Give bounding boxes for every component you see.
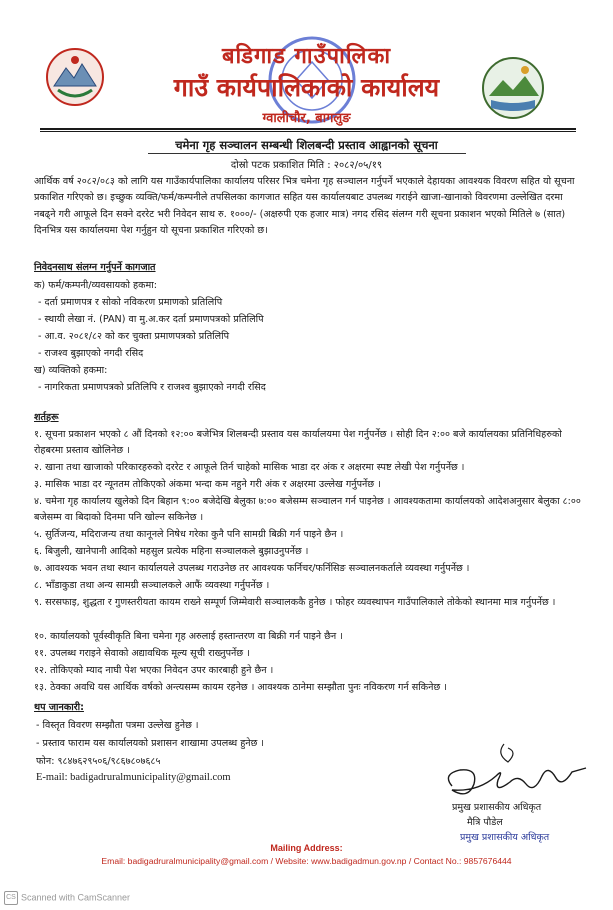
- condition-item: १२. तोकिएको म्याद नाघी पेश भएका निवेदन उपर कारबाही हुने छैन ।: [34, 665, 274, 676]
- condition-item: ५. सुर्तिजन्य, मदिराजन्य तथा कानूनले निषेध गरेका कुनै पनि सामग्री बिक्री गर्न पाइने छैन ।: [34, 529, 344, 540]
- condition-item: ३. मासिक भाडा दर न्यूनतम तोकिएको अंकमा भन्दा कम नहुने गरी अंक र अक्षरमा उल्लेख गर्नुपर्नेछ ।: [34, 479, 381, 490]
- camscanner-text: Scanned with CamScanner: [21, 892, 131, 903]
- header-org-name: बडिगाड गाउँपालिका: [221, 44, 392, 69]
- condition-item: ७. आवश्यक भवन तथा स्थान कार्यालयले उपलब्ध गराउनेछ तर आवश्यक फर्निचर/फर्निसिङ सञ्चालनकर्ताले व्यवस्था गर्नुपर्नेछ ।: [34, 563, 470, 574]
- condition-item: २. खाना तथा खाजाको परिकारहरुको दररेट र आफूले तिर्न चाहेको मासिक भाडा दर अंक र अक्षरमा स्पष्ट लेखी पेश गर्नुपर्नेछ ।: [34, 462, 465, 473]
- extra-info-heading: थप जानकारी:: [34, 702, 84, 713]
- header-divider: [40, 128, 576, 130]
- documents-firm-label: क) फर्म/कम्पनी/व्यवसायको हकमा:: [34, 280, 157, 291]
- publication-date: दोस्रो पटक प्रकाशित मिति : २०८२/०५/१९: [230, 160, 383, 171]
- notice-title: चमेना गृह सञ्चालन सम्बन्धी शिलबन्दी प्रस्ताव आह्वानको सूचना: [175, 138, 438, 152]
- contact-phone: फोन: ९८४७६२९५०६/९८६७८०७६८५: [36, 756, 161, 767]
- documents-firm-item: - आ.व. २०८१/८२ को कर चुक्ता प्रमाणपत्रको प्रतिलिपि: [38, 331, 230, 342]
- documents-firm-item: - राजश्व बुझाएको नगदी रसिद: [38, 348, 144, 359]
- header-location: ग्वालीचौर, बागलुङ: [262, 111, 351, 126]
- condition-item: १३. ठेक्का अवधि यस आर्थिक वर्षको अन्त्यसम्म कायम रहनेछ । आवश्यक ठानेमा सम्झौता पुनः नविकरण गर्न सकिनेछ ।: [34, 682, 447, 693]
- extra-info-item: - प्रस्ताव फाराम यस कार्यालयको प्रशासन शाखामा उपलब्ध हुनेछ ।: [36, 738, 265, 749]
- condition-item: १०. कार्यालयको पूर्वस्वीकृति बिना चमेना गृह अरुलाई हस्तान्तरण वा बिक्री गर्न पाइने छैन ।: [34, 631, 343, 642]
- contact-email: E-mail: badigadruralmunicipality@gmail.com: [36, 772, 231, 783]
- extra-info-item: - विस्तृत विवरण सम्झौता पत्रमा उल्लेख हुनेछ ।: [36, 720, 199, 731]
- mailing-title: Mailing Address:: [270, 843, 343, 853]
- documents-firm-item: - स्थायी लेखा नं. (PAN) वा मु.अ.कर दर्ता प्रमाणपत्रको प्रतिलिपि: [38, 314, 264, 325]
- condition-item: ११. उपलब्ध गराइने सेवाको अद्यावधिक मूल्य सूची राख्नुपर्नेछ ।: [34, 648, 250, 659]
- camscanner-watermark: [4, 891, 130, 905]
- condition-item: १. सूचना प्रकाशन भएको ८ औं दिनको १२:०० बजेभित्र शिलबन्दी प्रस्ताव यस कार्यालयमा पेश गर्नुपर्नेछ । सोही दिन २:०० बजे कार्यालयका प्रतिनिधिहरुको रोहबरमा प्रस्ताव खोलिनेछ ।: [34, 429, 562, 457]
- header-divider-thin: [40, 131, 576, 132]
- intro-paragraph: आर्थिक वर्ष २०८२/०८३ को लागि यस गाउँकार्यपालिका कार्यालय परिसर भित्र चमेना गृह सञ्चालन गर्नुपर्ने भएकाले देहायका आवश्यक विवरण सहित यो सूचना प्रकाशित गरिएको छ। इच्छुक व्यक्ति/फर्म/कम्पनीले तपसिलका कागजात सहित यस कार्यालयबाट उपलब्ध गराईने खाजा-खानाको विवरणमा उल्लेखित दरमा नबढ्ने गरी आफूले दिन सक्ने दररेट भरी निवेदन साथ रु. १०००/- (अक्षरुपी एक हजार मात्र) नगद रसिद संलग्न गरी सूचना प्रकाशन भएको मितिले ७ (सात) दिनभित्र यस कार्यालयमा पेश गर्नुहुन यो सूचना प्रकाशित गरिएको छ।: [34, 176, 575, 236]
- condition-item: ९. सरसफाइ, शुद्धता र गुणस्तरीयता कायम राख्ने सम्पूर्ण जिम्मेवारी सञ्चालककै हुनेछ । फोहर व्यवस्थापन गाउँपालिकाले तोकेको स्थानमा मात्र गर्नुपर्नेछ ।: [34, 597, 556, 608]
- condition-item: ६. बिजुली, खानेपानी आदिको महसुल प्रत्येक महिना सञ्चालकले बुझाउनुपर्नेछ ।: [34, 546, 309, 557]
- documents-person-item: - नागरिकता प्रमाणपत्रको प्रतिलिपि र राजश्व बुझाएको नगदी रसिद: [38, 382, 266, 393]
- mailing-address: Email: badigadruralmunicipality@gmail.com / Website: www.badigadmun.gov.np / Contact No.: 9857676444: [101, 856, 512, 866]
- signatory-name: मैत्रि पौडेल: [467, 817, 503, 828]
- notice-title-underline: [148, 153, 466, 154]
- signatory-stamp: प्रमुख प्रशासकीय अधिकृत: [460, 832, 550, 843]
- municipality-logo-icon: [481, 56, 545, 120]
- signatory-title: प्रमुख प्रशासकीय अधिकृत: [452, 802, 542, 813]
- documents-heading: निवेदनसाथ संलग्न गर्नुपर्ने कागजात: [34, 262, 156, 273]
- condition-item: ४. चमेना गृह कार्यालय खुलेको दिन बिहान ९:०० बजेदेखि बेलुका ७:०० बजेसम्म सञ्चालन गर्न पाइनेछ । आवश्यकतामा कार्यालयको आदेशअनुसार बेलुका ८:०० बजेसम्म वा बिदाको दिनमा पनि खोल्न सकिनेछ ।: [34, 496, 581, 524]
- documents-person-label: ख) व्यक्तिको हकमा:: [34, 365, 108, 376]
- conditions-heading: शर्तहरू: [34, 412, 59, 423]
- condition-item: ८. भाँडाकुडा तथा अन्य सामग्री सञ्चालकले आफैं व्यवस्था गर्नुपर्नेछ ।: [34, 580, 270, 591]
- camscanner-icon: CS: [4, 891, 18, 905]
- header-office-name: गाउँ कार्यपालिकाको कार्यालय: [173, 73, 440, 102]
- documents-firm-item: - दर्ता प्रमाणपत्र र सोको नविकरण प्रमाणको प्रतिलिपि: [38, 297, 223, 308]
